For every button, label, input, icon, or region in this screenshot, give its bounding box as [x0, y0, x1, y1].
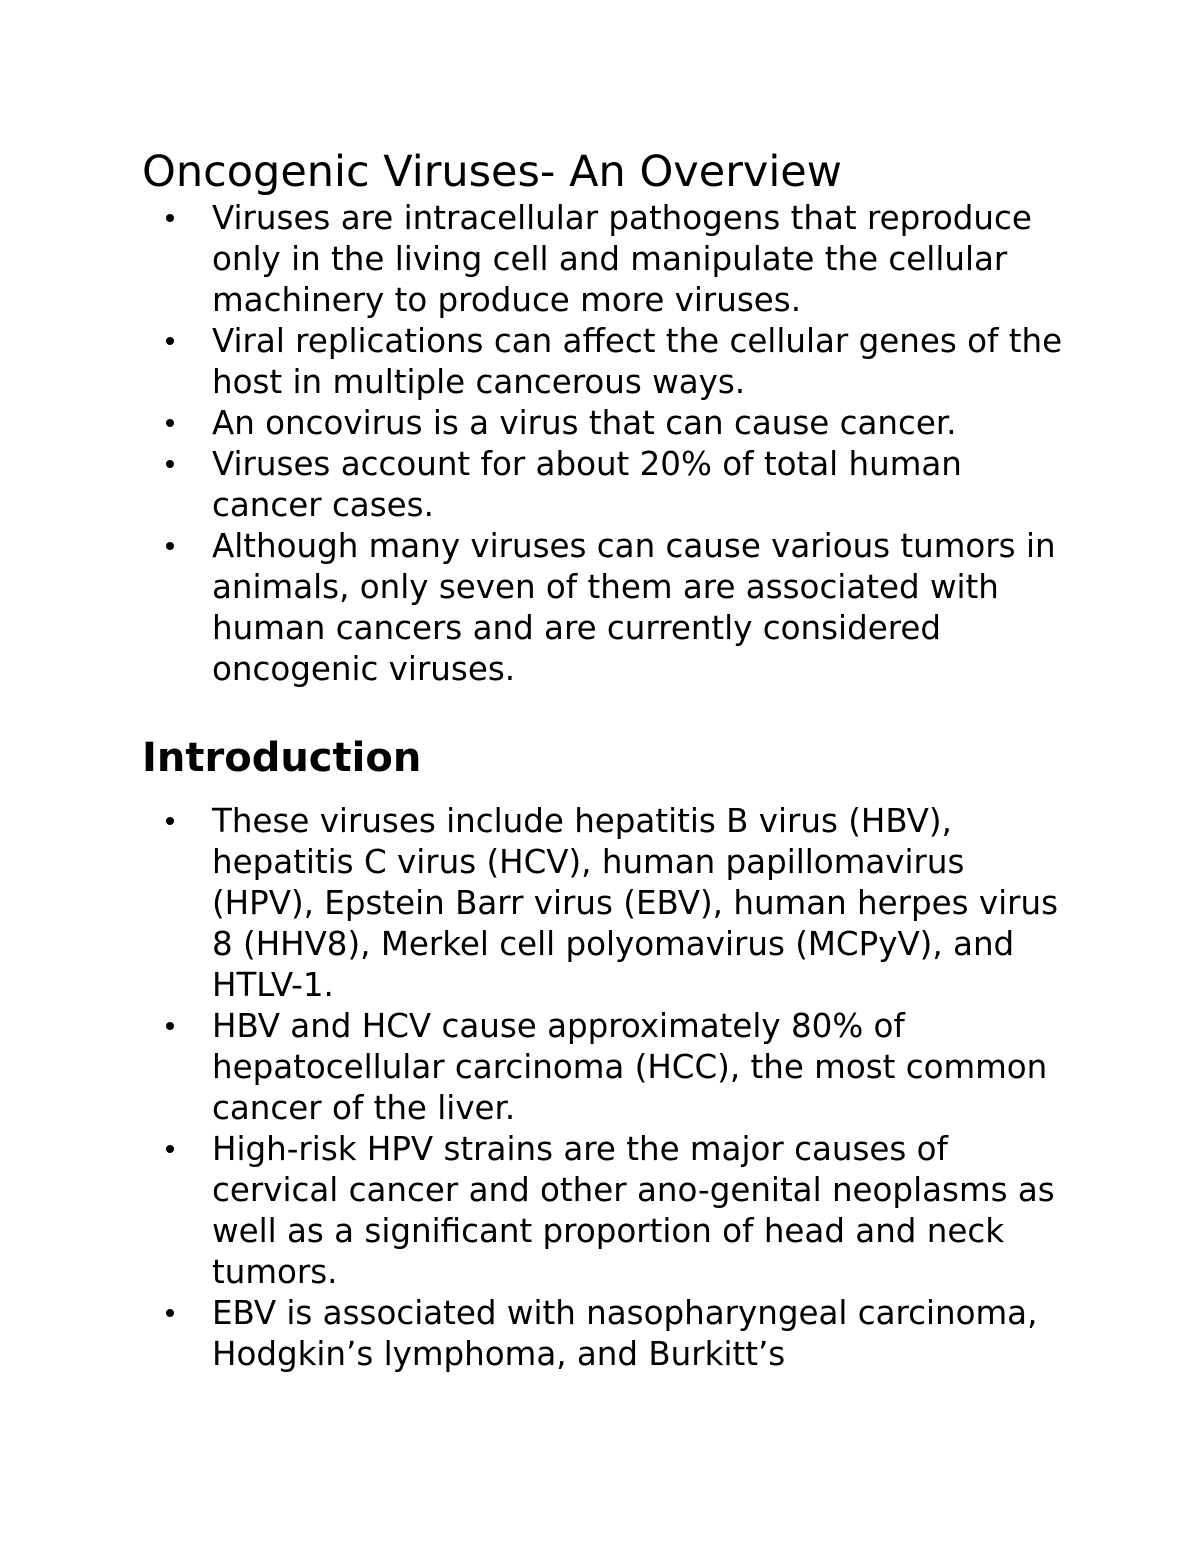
- list-item: [0, 321, 1072, 403]
- list-item-text: EBV is associated with nasopharyngeal carcinoma, Hodgkin’s lymphoma, and Burkitt’s: [212, 1294, 1038, 1373]
- list-item-text: These viruses include hepatitis B virus (HBV), hepatitis C virus (HCV), human papillomavirus (HPV), Epstein Barr virus (EBV), human herpes virus 8 (HHV8), Merkel cell polyomavirus (MCPyV), and HTLV-1.: [212, 802, 1059, 1004]
- bullet-icon: [166, 444, 186, 485]
- list-item: [0, 444, 1072, 526]
- list-item: [0, 801, 1072, 1006]
- bullet-icon: [166, 321, 186, 362]
- list-item-text: High-risk HPV strains are the major causes of cervical cancer and other ano-genital neoplasms as well as a significant proportion of head and neck tumors.: [212, 1130, 1055, 1291]
- list-item: [0, 403, 1072, 444]
- list-item-text: HBV and HCV cause approximately 80% of hepatocellular carcinoma (HCC), the most common cancer of the liver.: [212, 1007, 1048, 1127]
- list-item-text: Although many viruses can cause various tumors in animals, only seven of them are associated with human cancers and are currently considered oncogenic viruses.: [212, 527, 1056, 688]
- bullet-icon: [166, 1006, 186, 1047]
- overview-bullet-list: [0, 198, 1200, 690]
- bullet-icon: [166, 403, 186, 444]
- list-item: [0, 1006, 1072, 1129]
- list-item-text: Viral replications can affect the cellular genes of the host in multiple cancerous ways.: [212, 322, 1063, 401]
- list-item-text: Viruses account for about 20% of total human cancer cases.: [212, 445, 962, 524]
- bullet-icon: [166, 526, 186, 567]
- section-heading: Introduction: [142, 735, 422, 781]
- list-item-text: Viruses are intracellular pathogens that reproduce only in the living cell and manipulate the cellular machinery to produce more viruses.: [212, 199, 1032, 319]
- introduction-bullet-list: [0, 801, 1200, 1375]
- bullet-icon: [166, 801, 186, 842]
- list-item: [0, 198, 1072, 321]
- list-item: [0, 1129, 1072, 1293]
- document-title: Oncogenic Viruses- An Overview: [142, 147, 842, 197]
- bullet-icon: [166, 1129, 186, 1170]
- list-item: [0, 1293, 1072, 1375]
- bullet-icon: [166, 1293, 186, 1334]
- list-item-text: An oncovirus is a virus that can cause cancer.: [212, 404, 957, 442]
- list-item: [0, 526, 1072, 690]
- bullet-icon: [166, 198, 186, 239]
